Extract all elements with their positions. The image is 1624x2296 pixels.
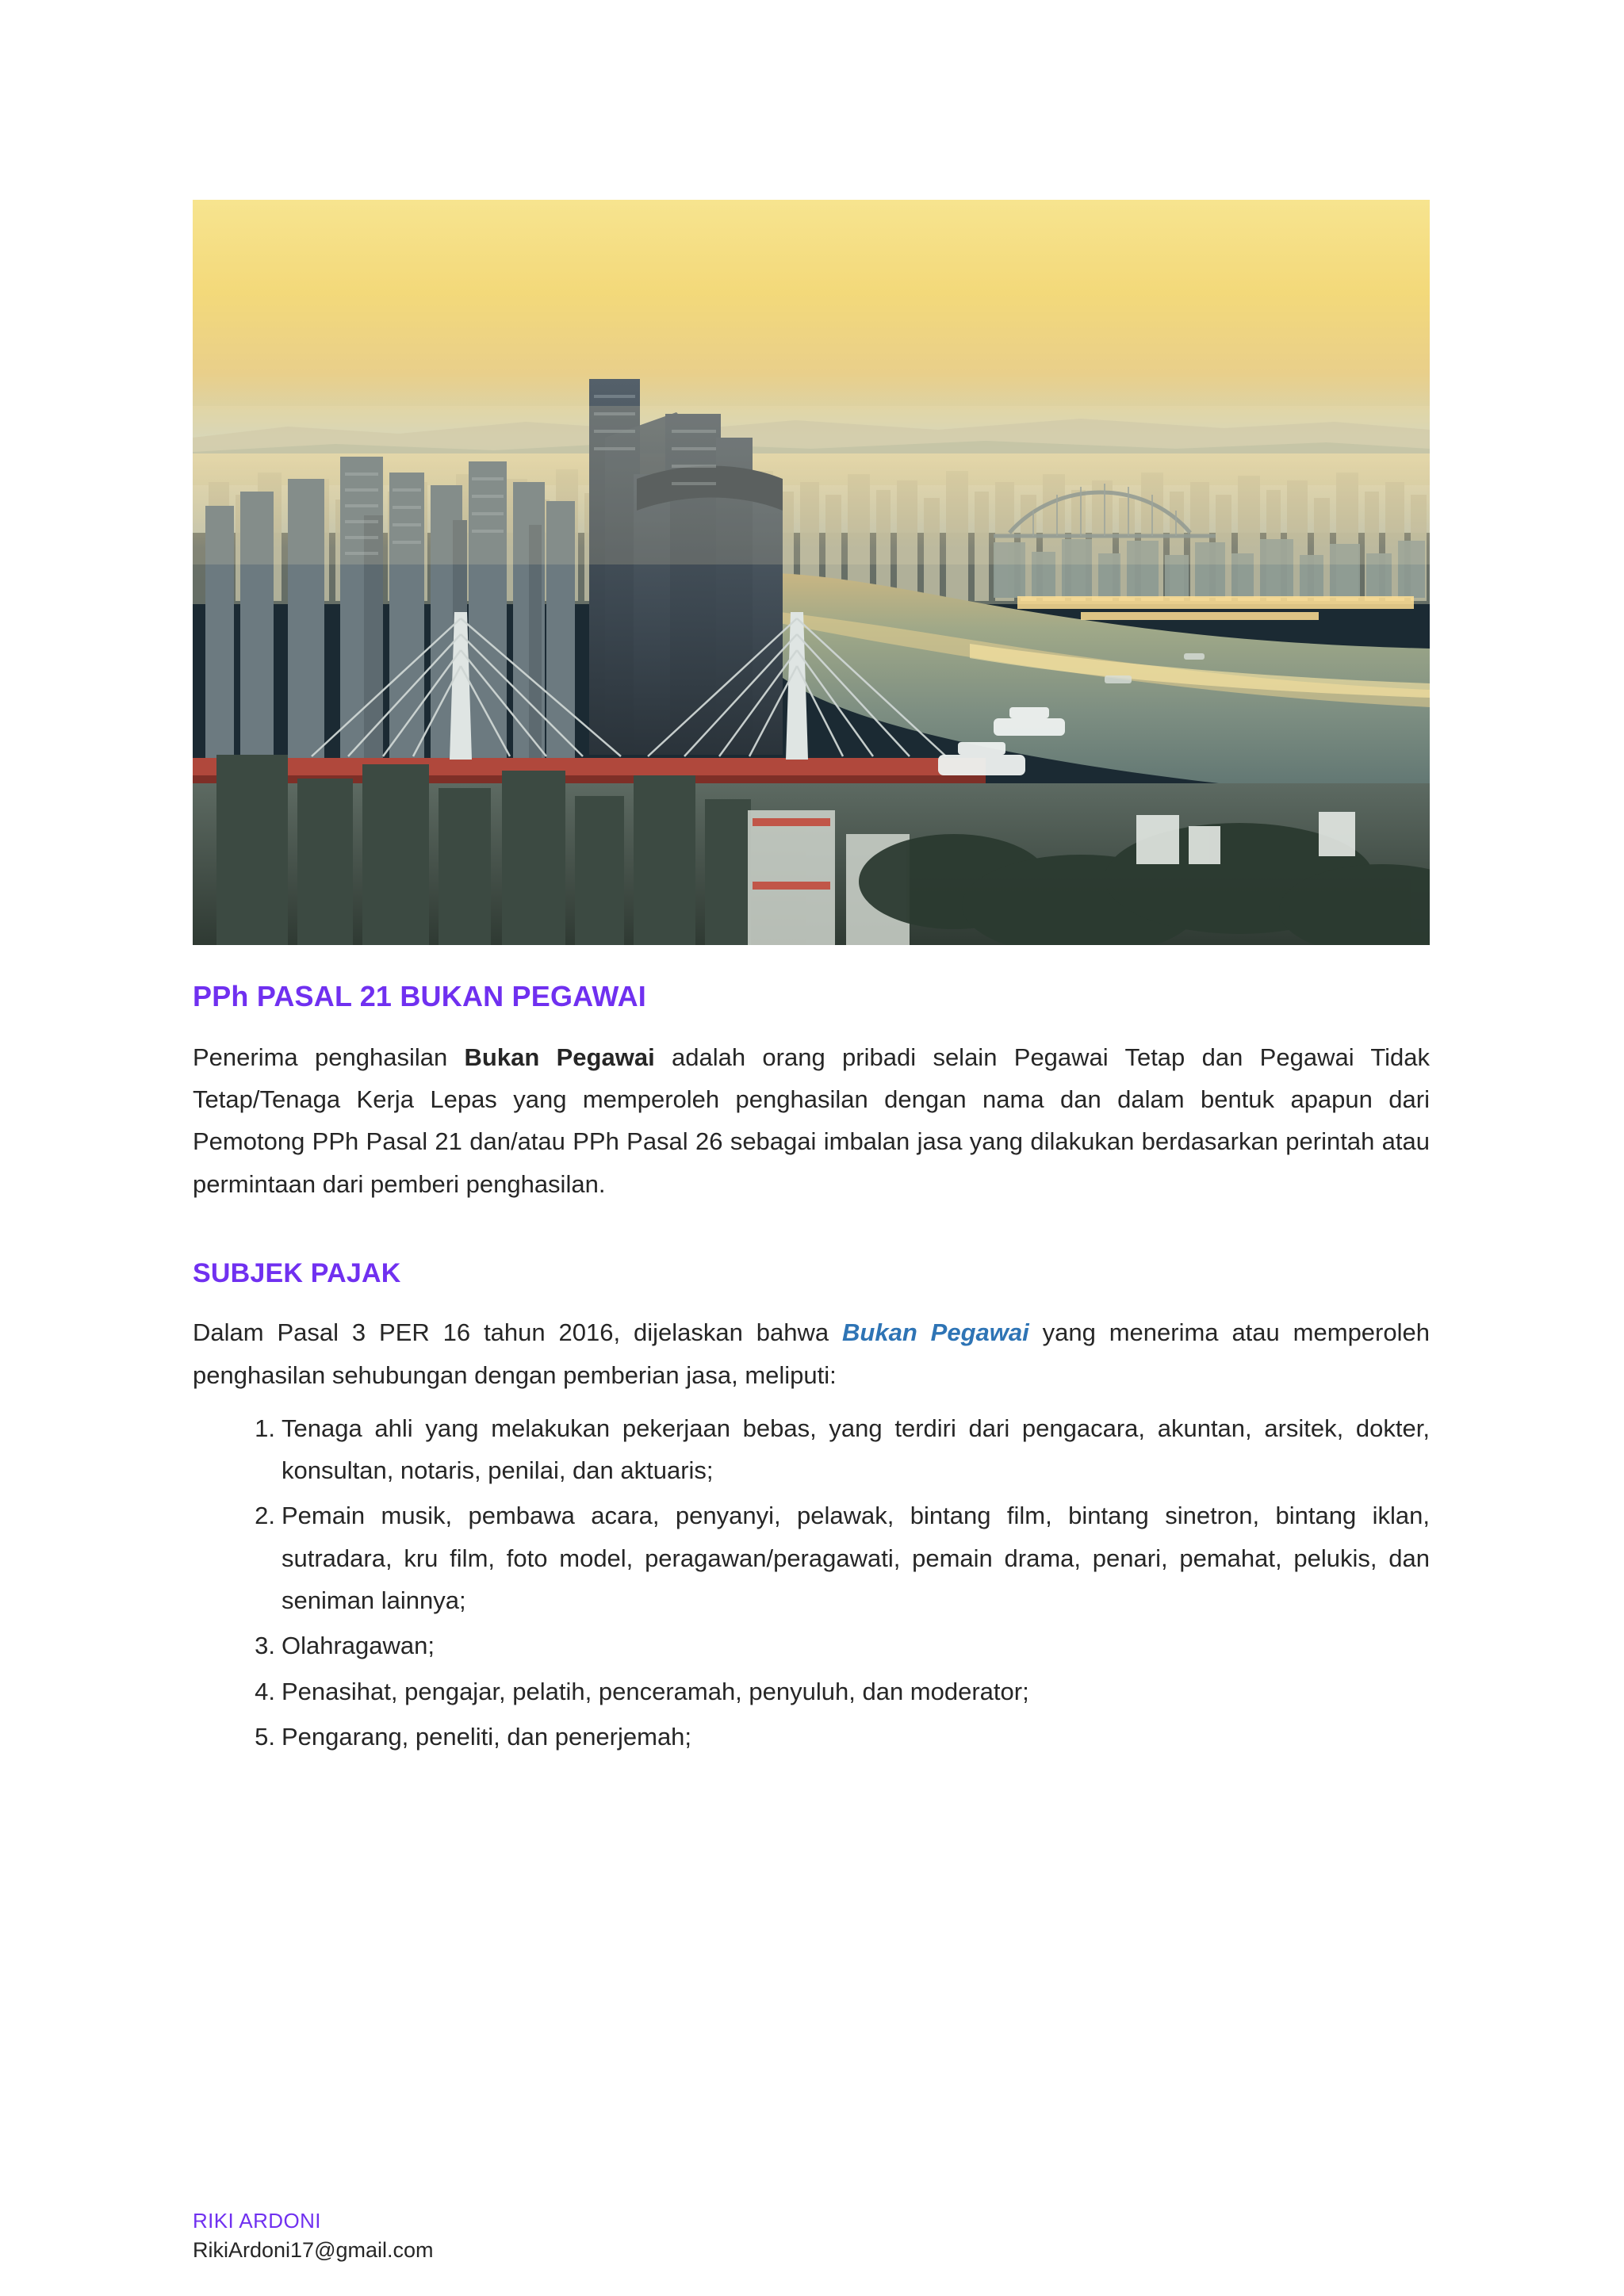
section2-paragraph xyxy=(193,1311,1430,1396)
section2-text-part1: Dalam Pasal 3 PER 16 tahun 2016, dijelaskan bahwa xyxy=(193,1318,843,1347)
city-skyline-river-bridge-photo xyxy=(193,200,1430,945)
intro-text-part1: Penerima penghasilan xyxy=(193,1043,465,1071)
subjek-pajak-list xyxy=(193,1407,1430,1758)
footer-author: RIKI ARDONI xyxy=(193,2209,321,2233)
intro-paragraph xyxy=(193,1036,1430,1205)
intro-text-part2: adalah orang pribadi selain Pegawai Tetap dan Pegawai Tidak Tetap/Tenaga Kerja Lepas yang memperoleh penghasilan dengan nama dan dalam bentuk apapun dari Pemotong PPh Pasal 21 dan/atau PPh Pasal 26 sebagai imbalan jasa yang dilakukan berdasarkan perintah atau permintaan dari pemberi penghasilan. xyxy=(193,1043,1431,1198)
section2-accent-term: Bukan Pegawai xyxy=(842,1318,1029,1347)
footer-email: RikiArdoni17@gmail.com xyxy=(193,2237,434,2262)
page-title: PPh PASAL 21 BUKAN PEGAWAI xyxy=(193,980,646,1012)
intro-bold-term: Bukan Pegawai xyxy=(464,1043,655,1071)
list-item: Olahragawan; xyxy=(282,1632,435,1660)
list-item: Pengarang, peneliti, dan penerjemah; xyxy=(282,1723,692,1751)
section-spacer xyxy=(193,1205,1430,1256)
list-item: Penasihat, pengajar, pelatih, penceramah, penyuluh, dan moderator; xyxy=(282,1677,1029,1705)
section2-text-part2: yang menerima atau memperoleh penghasilan sehubungan dengan pemberian jasa, meliputi: xyxy=(193,1318,1430,1389)
document-content xyxy=(193,0,1430,1761)
section-heading-subjek-pajak: SUBJEK PAJAK xyxy=(193,1258,401,1289)
page-footer xyxy=(193,2207,1430,2264)
list-item: Pemain musik, pembawa acara, penyanyi, pelawak, bintang film, bintang sinetron, bintang iklan, sutradara, kru film, foto model, peragawan/peragawati, pemain drama, penari, pemahat, pelukis, dan seniman lainnya; xyxy=(282,1502,1430,1615)
list-item: Tenaga ahli yang melakukan pekerjaan bebas, yang terdiri dari pengacara, akuntan, arsitek, dokter, konsultan, notaris, penilai, dan aktuaris; xyxy=(282,1414,1430,1485)
